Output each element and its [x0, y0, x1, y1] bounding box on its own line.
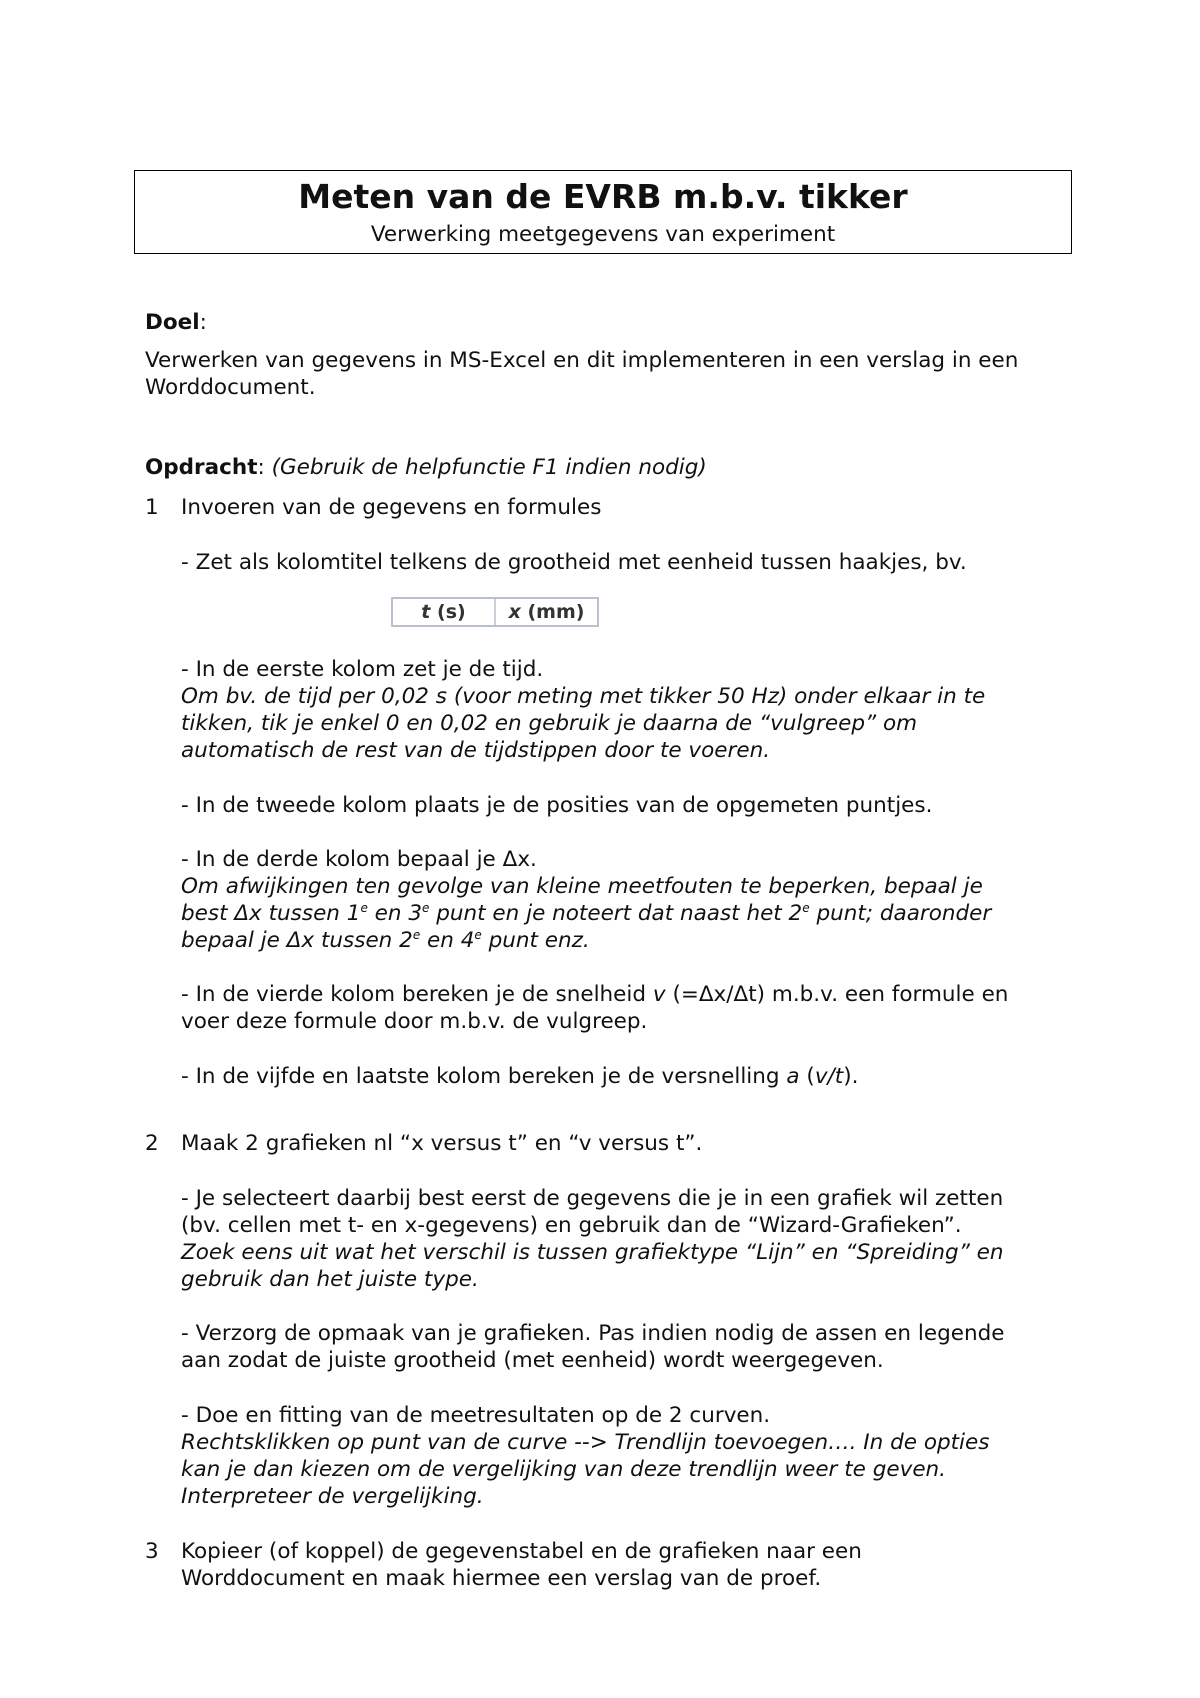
derde-kolom-block [181, 846, 1071, 954]
fitting-italic-2: kan je dan kiezen om de vergelijking van deze trendlijn weer te geven. [181, 1457, 947, 1482]
opmaak-line-1: - Verzorg de opmaak van je grafieken. Pas indien nodig de assen en legende [181, 1321, 1005, 1346]
doel-colon: : [199, 310, 207, 335]
eerste-kolom-block [181, 656, 1071, 764]
step-3-block [181, 1538, 1071, 1592]
fitting-block [181, 1402, 1071, 1510]
kolomtitel-instruction: - Zet als kolomtitel telkens de grootheid met eenheid tussen haakjes, bv. [181, 550, 967, 575]
doel-heading [145, 309, 1065, 336]
select-italic-2: gebruik dan het juiste type. [181, 1267, 479, 1292]
eerste-kolom-italic-1: Om bv. de tijd per 0,02 s (voor meting met tikker 50 Hz) onder elkaar in te [181, 684, 986, 709]
vierde-kolom-block [181, 981, 1071, 1035]
eerste-kolom-text: - In de eerste kolom zet je de tijd. [181, 657, 544, 682]
eerste-kolom-italic-2: tikken, tik je enkel 0 en 0,02 en gebruik je daarna de “vulgreep” om [181, 711, 918, 736]
select-line-1: - Je selecteert daarbij best eerst de gegevens die je in een grafiek wil zetten [181, 1186, 1004, 1211]
vijfde-kolom-text: - In de vijfde en laatste kolom bereken je de versnelling a (v/t). [181, 1064, 859, 1089]
fitting-text: - Doe en fitting van de meetresultaten op de 2 curven. [181, 1403, 771, 1428]
tweede-kolom-text: - In de tweede kolom plaats je de posities van de opgemeten puntjes. [181, 793, 933, 818]
opdracht-colon: : [257, 455, 265, 480]
opmaak-line-2: aan zodat de juiste grootheid (met eenheid) wordt weergegeven. [181, 1348, 884, 1373]
opmaak-block [181, 1320, 1071, 1374]
select-data-block [181, 1185, 1071, 1293]
fitting-italic-3: Interpreteer de vergelijking. [181, 1484, 484, 1509]
step-1-heading: Invoeren van de gegevens en formules [181, 495, 602, 520]
example-header-time: t (s) [421, 601, 466, 623]
example-column-header-table [391, 597, 599, 627]
select-line-2: (bv. cellen met t- en x-gegevens) en gebruik dan de “Wizard-Grafieken”. [181, 1213, 962, 1238]
step-3-line-2: Worddocument en maak hiermee een verslag van de proef. [181, 1566, 822, 1591]
doel-label: Doel [145, 310, 200, 335]
select-italic-1: Zoek eens uit wat het verschil is tussen grafiektype “Lijn” en “Spreiding” en [181, 1240, 1004, 1265]
derde-kolom-italic-2: best Δx tussen 1e en 3e punt en je noteert dat naast het 2e punt; daaronder [181, 900, 992, 926]
fitting-italic-1: Rechtsklikken op punt van de curve --> Trendlijn toevoegen…. In de opties [181, 1430, 990, 1455]
derde-kolom-italic-1: Om afwijkingen ten gevolge van kleine meetfouten te beperken, bepaal je [181, 874, 983, 899]
example-header-position: x (mm) [494, 599, 597, 625]
title-box [134, 170, 1072, 254]
derde-kolom-italic-3: bepaal je Δx tussen 2e en 4e punt enz. [181, 927, 590, 953]
step-2-number: 2 [145, 1131, 159, 1156]
doel-line-2: Worddocument. [145, 375, 316, 400]
vierde-kolom-line-1: - In de vierde kolom bereken je de snelheid v (=Δx/Δt) m.b.v. een formule en [181, 982, 1009, 1007]
vierde-kolom-line-2: voer deze formule door m.b.v. de vulgreep. [181, 1009, 648, 1034]
eerste-kolom-italic-3: automatisch de rest van de tijdstippen door te voeren. [181, 738, 771, 763]
opdracht-label: Opdracht [145, 455, 258, 480]
derde-kolom-text: - In de derde kolom bepaal je Δx. [181, 847, 537, 872]
step-2-heading: Maak 2 grafieken nl “x versus t” en “v versus t”. [181, 1131, 703, 1156]
doel-line-1: Verwerken van gegevens in MS-Excel en dit implementeren in een verslag in een [145, 348, 1019, 373]
document-title: Meten van de EVRB m.b.v. tikker [298, 177, 908, 216]
opdracht-heading [145, 454, 1065, 481]
document-subtitle: Verwerking meetgegevens van experiment [370, 222, 836, 247]
doel-text [145, 347, 1065, 401]
step-3-line-1: Kopieer (of koppel) de gegevenstabel en de grafieken naar een [181, 1539, 862, 1564]
step-3-number: 3 [145, 1539, 159, 1564]
opdracht-note: (Gebruik de helpfunctie F1 indien nodig) [271, 455, 707, 480]
step-1-number: 1 [145, 495, 159, 520]
